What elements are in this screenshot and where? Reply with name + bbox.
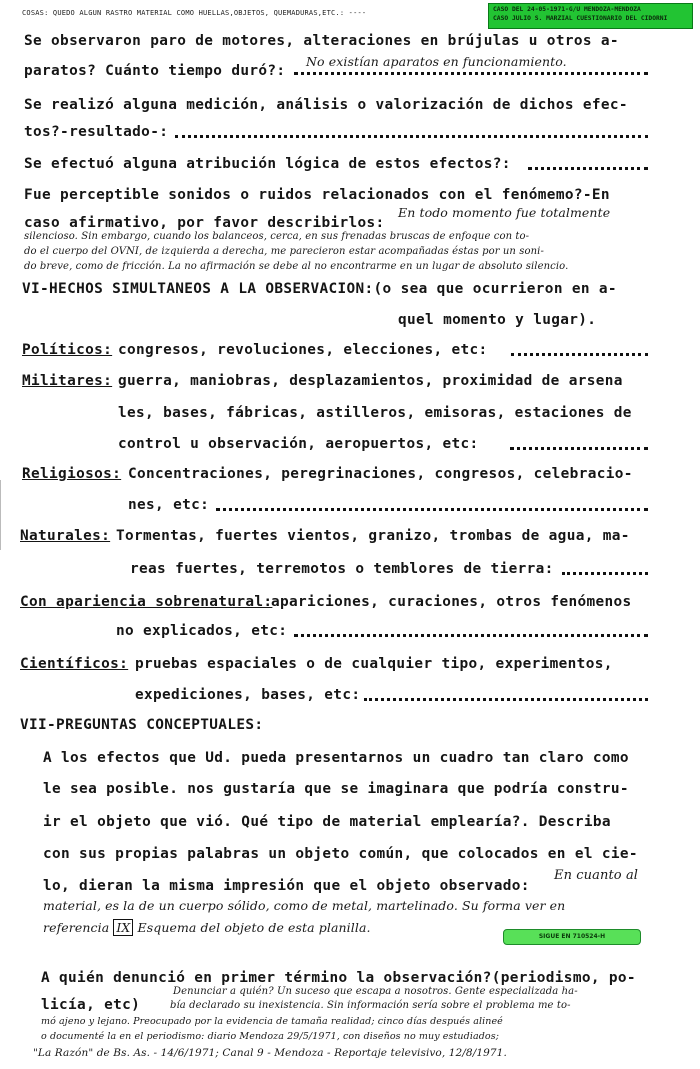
section7-answer-ref: referencia bbox=[43, 920, 110, 935]
reference-box: IX bbox=[113, 919, 133, 936]
militares-line1: guerra, maniobras, desplazamientos, proximidad de arsena bbox=[118, 373, 623, 389]
militares-label: Militares: bbox=[22, 373, 113, 389]
denuncia-answer-line2: bía declarado su inexistencia. Sin información sería sobre el problema me to- bbox=[170, 1000, 571, 1011]
politicos-dotted-line bbox=[511, 353, 648, 356]
q1-line2: paratos? Cuánto tiempo duró?: bbox=[24, 63, 286, 79]
cientificos-line1: pruebas espaciales o de cualquier tipo, experimentos, bbox=[135, 656, 613, 672]
q1-dotted-line bbox=[294, 72, 648, 75]
case-label-line2: CASO JULIO S. MARZIAL CUESTIONARIO DEL CIDORNI bbox=[493, 15, 668, 22]
q3-dotted-line bbox=[528, 167, 648, 170]
denuncia-answer-line5: "La Razón" de Bs. As. - 14/6/1971; Canal 9 - Mendoza - Reportaje televisivo, 12/8/1971. bbox=[33, 1047, 507, 1059]
denuncia-answer-line3: mó ajeno y lejano. Preocupado por la evidencia de tamaña realidad; cinco días después alineé bbox=[41, 1016, 503, 1027]
section7-p-line3: ir el objeto que vió. Qué tipo de material emplearía?. Describa bbox=[43, 814, 611, 830]
q3-line: Se efectuó alguna atribución lógica de estos efectos?: bbox=[24, 156, 511, 172]
section7-answer-line2: material, es la de un cuerpo sólido, como de metal, martelinado. Su forma ver en bbox=[43, 898, 566, 913]
section7-p-line5: lo, dieran la misma impresión que el objeto observado: bbox=[43, 878, 530, 894]
sobrenatural-label: Con apariencia sobrenatural: bbox=[20, 594, 273, 610]
q2-line2: tos?-resultado-: bbox=[24, 124, 169, 140]
section7-p-line1: A los efectos que Ud. pueda presentarnos un cuadro tan claro como bbox=[43, 750, 629, 766]
naturales-dotted-line bbox=[562, 572, 648, 575]
politicos-label: Políticos: bbox=[22, 342, 113, 358]
militares-line2: les, bases, fábricas, astilleros, emisoras, estaciones de bbox=[118, 405, 632, 421]
section7-answer-line3 bbox=[43, 920, 371, 935]
section7-answer-line1: En cuanto al bbox=[554, 868, 639, 883]
denuncia-answer-line4: o documenté la en el periodismo: diario Mendoza 29/5/1971, con diseños no muy estudiados; bbox=[41, 1031, 499, 1042]
naturales-line1: Tormentas, fuertes vientos, granizo, trombas de agua, ma- bbox=[116, 528, 630, 544]
q4-answer-line2: silencioso. Sin embargo, cuando los balanceos, cerca, en sus frenadas bruscas de enfoque con to- bbox=[24, 231, 530, 242]
denuncia-answer-line1: Denunciar a quién? Un suceso que escapa a nosotros. Gente especializada ha- bbox=[173, 986, 578, 997]
section7-p-line2: le sea posible. nos gustaría que se imaginara que podría constru- bbox=[43, 781, 629, 797]
religiosos-line2: nes, etc: bbox=[128, 497, 210, 513]
q4-line2: caso afirmativo, por favor describirlos: bbox=[24, 215, 385, 231]
q4-line1: Fue perceptible sonidos o ruidos relacionados con el fenómemo?-En bbox=[24, 187, 610, 203]
sobrenatural-line2: no explicados, etc: bbox=[116, 623, 288, 639]
cientificos-line2: expediciones, bases, etc: bbox=[135, 687, 361, 703]
section6-title-cont: quel momento y lugar). bbox=[398, 312, 597, 328]
q4-answer-line1: En todo momento fue totalmente bbox=[398, 205, 611, 220]
religiosos-label: Religiosos: bbox=[22, 466, 122, 482]
religiosos-dotted-line bbox=[216, 508, 648, 511]
case-label bbox=[488, 3, 693, 29]
margin-mark bbox=[0, 480, 15, 550]
naturales-label: Naturales: bbox=[20, 528, 111, 544]
q1-handwritten-answer: No existían aparatos en funcionamiento. bbox=[306, 54, 567, 69]
cientificos-dotted-line bbox=[364, 698, 648, 701]
denuncia-question-line1: A quién denunció en primer término la observación?(periodismo, po- bbox=[41, 970, 636, 986]
q4-answer-line3: do el cuerpo del OVNI, de izquierda a derecha, me parecieron estar acompañadas éstas por un soni- bbox=[24, 246, 544, 257]
militares-line3: control u observación, aeropuertos, etc: bbox=[118, 436, 479, 452]
q1-line1: Se observaron paro de motores, alteraciones en brújulas u otros a- bbox=[24, 33, 619, 49]
cientificos-label: Científicos: bbox=[20, 656, 129, 672]
religiosos-line1: Concentraciones, peregrinaciones, congresos, celebracio- bbox=[128, 466, 633, 482]
sobrenatural-line1: apariciones, curaciones, otros fenómenos bbox=[271, 594, 632, 610]
militares-dotted-line bbox=[510, 447, 648, 450]
section7-p-line4: con sus propias palabras un objeto común, que colocados en el cie- bbox=[43, 846, 638, 862]
politicos-text: congresos, revoluciones, elecciones, etc: bbox=[118, 342, 488, 358]
continuation-badge: SIGUE EN 710524-H bbox=[503, 929, 641, 945]
section7-answer-ref-text: Esquema del objeto de esta planilla. bbox=[137, 920, 371, 935]
section6-title: VI-HECHOS SIMULTANEOS A LA OBSERVACION:(o sea que ocurrieron en a- bbox=[22, 281, 617, 297]
denuncia-question-line2: licía, etc) bbox=[41, 997, 141, 1013]
q4-answer-line4: do breve, como de fricción. La no afirmación se debe al no encontrarme en un lugar de absoluto silencio. bbox=[24, 261, 569, 272]
q2-line1: Se realizó alguna medición, análisis o valorización de dichos efec- bbox=[24, 97, 628, 113]
sobrenatural-dotted-line bbox=[294, 634, 648, 637]
header-instructions: COSAS: QUEDO ALGUN RASTRO MATERIAL COMO HUELLAS,OBJETOS, QUEMADURAS,ETC.: ---- bbox=[22, 9, 367, 17]
naturales-line2: reas fuertes, terremotos o temblores de tierra: bbox=[130, 561, 554, 577]
section7-title: VII-PREGUNTAS CONCEPTUALES: bbox=[20, 717, 264, 733]
q2-dotted-line bbox=[175, 135, 648, 138]
case-label-line1: CASO DEL 24-05-1971-G/U MENDOZA-MENDOZA bbox=[493, 6, 641, 13]
